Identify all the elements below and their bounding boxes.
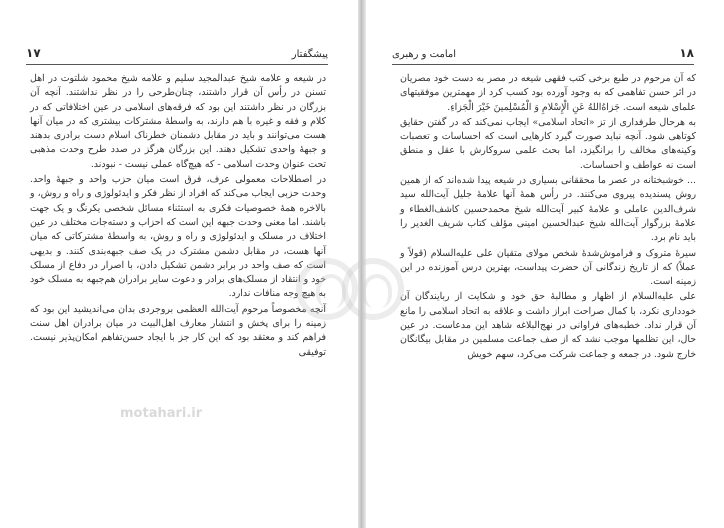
paragraph: که آن مرحوم در طبع برخی کتب فقهی شیعه در مصر به دست خود مصریان در اثر حسن تفاهمی که به وجود آورده بود کسب کرد از مهمترین موفقیتهای علمای شیعه است. جَزاهُ‌اللهُ عَنِ الْإِسْلامِ وَ الْمُسْلِمینَ خَیْرَ الْجَزاءِ. <box>400 73 696 113</box>
paragraph: سیرهٔ متروک و فراموش‌شدهٔ شخص مولای متقیان علی علیه‌السلام (قولاً و عملاً) که از تاریخ زندگانی آن حضرت پیداست، بهترین درس آموزنده در این زمینه است. <box>400 247 696 288</box>
right-page-number: ۱۸ <box>679 46 694 60</box>
right-running-head: امامت و رهبری <box>392 49 457 60</box>
right-page-header <box>392 46 694 65</box>
paragraph: در شیعه و علامه شیخ عبدالمجید سلیم و علامه شیخ محمود شلتوت در اهل تسنن در رأس آن قرار داشتند، چنان‌طرحی را در نظر نداشتند. آنچه آن بزرگان در نظر داشتند این بود که فرقه‌های اسلامی در عین اختلافاتی که در کلام و فقه و غیره با هم دارند، به واسطهٔ مشترکات بیشتری که در میان آنها هست می‌توانند و باید در مقابل دشمنان خطرناک اسلام دست برادری بدهند و جبههٔ واحدی تشکیل دهند. این بزرگان هرگز در صدد طرح وحدت مذهبی تحت عنوان وحدت اسلامی - که هیچ‌گاه عملی نیست - نبودند. <box>30 73 326 170</box>
left-page <box>0 0 358 528</box>
paragraph: به هرحال طرفداری از تز «اتحاد اسلامی» ایجاب نمی‌کند که در گفتن حقایق کوتاهی شود. آنچه نباید صورت گیرد کارهایی است که احساسات و تعصبات وکینه‌های مخالف را برانگیزد، اما بحث علمی سروکارش با عقل و منطق است نه عواطف و احساسات. <box>400 116 696 171</box>
watermark-logo <box>342 258 404 320</box>
paragraph: آنچه مخصوصاً مرحوم آیت‌الله العظمی بروجردی بدان می‌اندیشید این بود که زمینه را برای پخش و انتشار معارف اهل‌البیت در میان برادران اهل سنت فراهم کند و معتقد بود که این کار جز با ایجاد حسن‌تفاهم امکان‌پذیر نیست. توفیقی <box>30 303 326 358</box>
left-page-header <box>26 46 328 65</box>
watermark-text: motahari.ir <box>120 406 203 421</box>
paragraph: علی علیه‌السلام از اظهار و مطالبهٔ حق خود و شکایت از ربایندگان آن خودداری نکرد، با کمال صراحت ابراز داشت و علاقه به اتحاد اسلامی را مانع آن قرار نداد. خطبه‌های فراوانی در نهج‌البلاغه شاهد این مدعاست. در عین حال، این تظلمها موجب نشد که از صف جماعت مسلمین در مقابل بیگانگان خارج شود. در جمعه و جماعت شرکت می‌کرد، سهم خویش <box>400 291 696 360</box>
paragraph: ... خوشبختانه در عصر ما محققانی بسیاری در شیعه پیدا شده‌اند که از همین روش پسندیده پیروی می‌کنند. در رأس همهٔ آنها علامهٔ جلیل آیت‌الله سید شرف‌الدین عاملی و علامهٔ کبیر آیت‌الله شیخ محمدحسین کاشف‌الغطاء و علامهٔ بزرگوار آیت‌الله شیخ عبدالحسین امینی مؤلف کتاب شریف الغدیر را باید نام برد. <box>400 175 696 244</box>
left-page-body <box>30 72 326 360</box>
left-running-head: پیشگفتار <box>291 49 328 60</box>
paragraph: در اصطلاحات معمولی عرف، فرق است میان حزب واحد و جبههٔ واحد. وحدت حزبی ایجاب می‌کند که افراد از نظر فکر و ایدئولوژی و راه و روش، و بالاخره همهٔ خصوصیات فکری به استثناء مسائل شخصی یکرنگ و یک جهت باشند. اما معنی وحدت جبهه این است که احزاب و دسته‌جات مختلف در عین اختلاف در مسلک و ایدئولوژی و راه و روش، به واسطهٔ مشترکاتی که میان آنها هست، در مقابل دشمن مشترک در یک صف جبهه‌بندی کنند. و بدیهی است که صف واحد در برابر دشمن تشکیل دادن، با اصرار در دفاع از مسلک خود و انتقاد از مسلک‌های برادر و دعوت سایر برادران هم‌جبهه به مسلک خود به هیچ وجه منافات ندارد. <box>30 174 326 300</box>
right-page <box>366 0 724 528</box>
right-page-body <box>400 72 696 362</box>
left-page-number: ۱۷ <box>26 46 41 60</box>
